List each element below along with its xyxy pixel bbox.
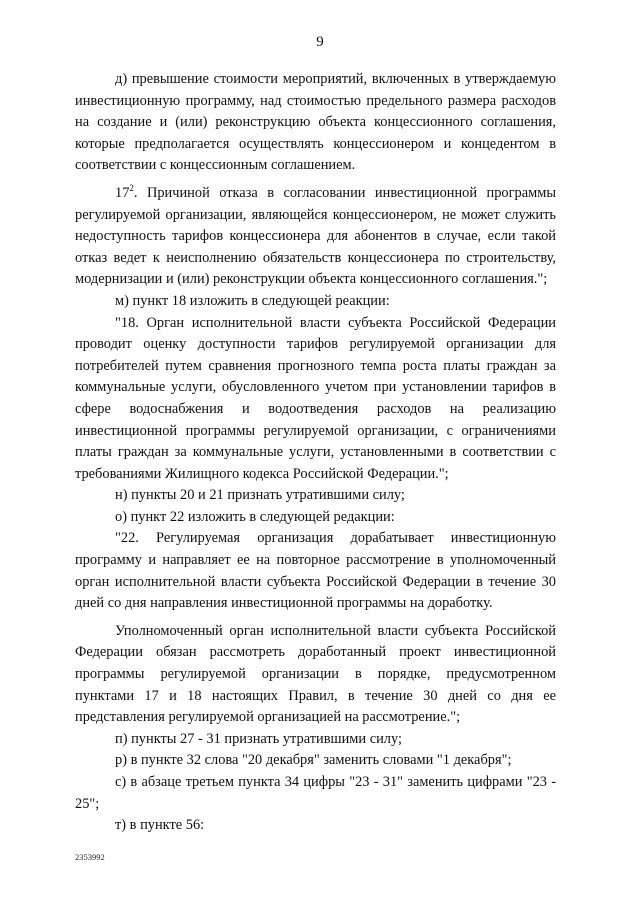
paragraph-22: "22. Регулируемая организация дорабатывает инвестиционную программу и направляет ее на повторное рассмотрение в уполномоченный орган исполнительной власти субъекта Российской Федерации в течение 30 дней со дня направления инвестиционной программы на доработку.: [75, 530, 556, 612]
paragraph-p: п) пункты 27 - 31 признать утратившими силу;: [115, 730, 402, 747]
clause-number: 17: [115, 184, 130, 201]
paragraph-authorized-body: Уполномоченный орган исполнительной власти субъекта Российской Федерации обязан рассмотреть доработанный проект инвестиционной программы регулируемой организации в порядке, предусмотренном пунктами 17 и 18 настоящих Правил, в течение 30 дней со дня ее представления регулируемой организацией на рассмотрение.";: [75, 622, 556, 726]
paragraph-m: м) пункт 18 изложить в следующей реакции:: [115, 292, 390, 309]
paragraph-r: р) в пункте 32 слова "20 декабря" заменить словами "1 декабря";: [115, 752, 512, 769]
paragraph-d: д) превышение стоимости мероприятий, включенных в утверждаемую инвестиционную программу, над стоимостью предельного размера расходов на создание и (или) реконструкцию объекта концессионного соглашения, которые предполагается осуществлять концессионером и концедентом в соответствии с концессионным соглашением.: [75, 71, 556, 174]
document-body: [75, 69, 556, 837]
paragraph-o: о) пункт 22 изложить в следующей редакции:: [115, 508, 395, 525]
document-code: 2353992: [75, 852, 105, 862]
paragraph-18: "18. Орган исполнительной власти субъекта Российской Федерации проводит оценку доступности тарифов регулируемой организации для потребителей путем сравнения прогнозного темпа роста платы граждан за коммунальные услуги, обусловленного учетом при установлении тарифов в сфере водоснабжения и водоотведения расходов на реализацию инвестиционной программы регулируемой организации, с ограничениями платы граждан за коммунальные услуги, установленными в соответствии с требованиями Жилищного кодекса Российской Федерации.";: [75, 314, 556, 482]
paragraph-text: . Причиной отказа в согласовании инвестиционной программы регулируемой организации, являющейся концессионером, не может служить недоступность тарифов концессионера для абонентов в случае, если такой отказ ведет к неисполнению обязательств концессионера по строительству, модернизации и (или) реконструкции объекта концессионного соглашения.";: [75, 184, 556, 288]
paragraph-s: с) в абзаце третьем пункта 34 цифры "23 - 31" заменить цифрами "23 - 25";: [75, 774, 556, 812]
clause-superscript: 2: [129, 183, 134, 194]
paragraph-n: н) пункты 20 и 21 признать утратившими силу;: [115, 487, 405, 504]
paragraph-t: т) в пункте 56:: [115, 817, 205, 834]
page-number: 9: [316, 34, 324, 50]
paragraph-17-2: [75, 183, 556, 291]
